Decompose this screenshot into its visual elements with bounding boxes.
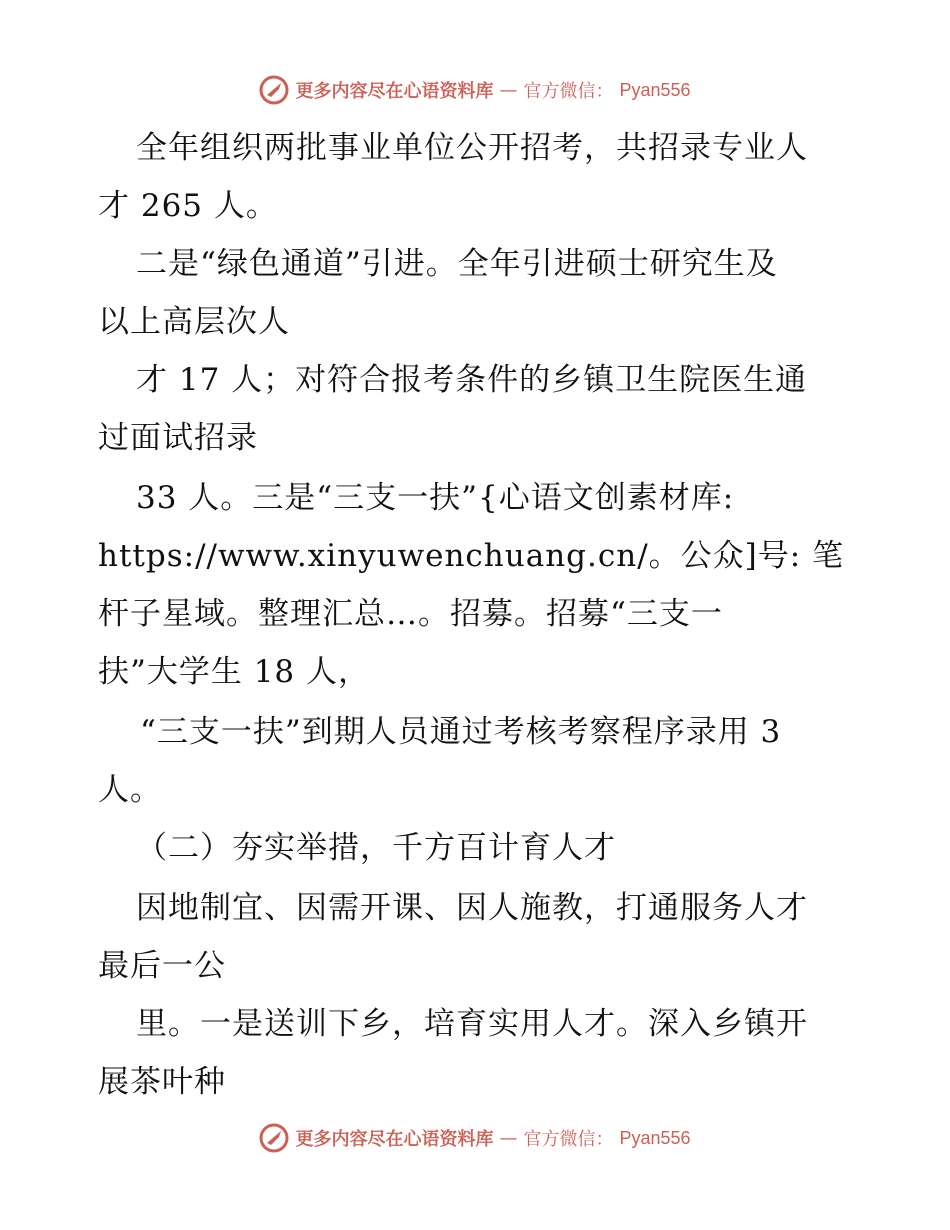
watermark-sub-text: 官方微信： (523, 81, 614, 102)
body-line-5: 才 17 人；对符合报考条件的乡镇卫生院医生通 (136, 362, 808, 398)
body-line-10: 扶”大学生 18 人， (98, 654, 371, 690)
watermark-main-text: 更多内容尽在心语资料库 (295, 1129, 494, 1150)
body-line-4: 以上高层次人 (98, 304, 290, 340)
body-line-1: 全年组织两批事业单位公开招考，共招录专业人 (136, 130, 808, 166)
watermark-logo-icon (259, 1123, 289, 1153)
header-watermark (0, 70, 950, 110)
watermark-separator: — (499, 79, 518, 101)
body-line-11: “三支一扶”到期人员通过考核考察程序录用 3 (140, 714, 782, 750)
watermark-logo-icon (259, 75, 289, 105)
body-line-2: 才 265 人。 (98, 188, 278, 224)
body-line-17: 展茶叶种 (98, 1064, 226, 1100)
body-line-14: 因地制宜、因需开课、因人施教，打通服务人才 (136, 890, 808, 926)
section-heading: （二）夯实举措，千方百计育人才 (136, 830, 616, 866)
body-line-8: https://www.xinyuwenchuang.cn/。公众]号: 笔 (98, 538, 845, 574)
body-line-15: 最后一公 (98, 948, 226, 984)
watermark-main-text: 更多内容尽在心语资料库 (295, 81, 494, 102)
body-line-7: 33 人。三是“三支一扶”{心语文创素材库: (136, 480, 735, 516)
body-line-12: 人。 (98, 772, 162, 808)
watermark-sub-text: 官方微信： (523, 1129, 614, 1150)
body-line-3: 二是“绿色通道”引进。全年引进硕士研究生及 (136, 246, 778, 282)
watermark-id-text: Pyan556 (619, 79, 691, 100)
body-line-9: 杆子星域。整理汇总…。招募。招募“三支一 (98, 596, 723, 632)
watermark-separator: — (499, 1127, 518, 1149)
body-line-16: 里。一是送训下乡，培育实用人才。深入乡镇开 (136, 1006, 808, 1042)
footer-watermark (0, 1118, 950, 1158)
watermark-id-text: Pyan556 (619, 1127, 691, 1148)
body-line-6: 过面试招录 (98, 420, 258, 456)
